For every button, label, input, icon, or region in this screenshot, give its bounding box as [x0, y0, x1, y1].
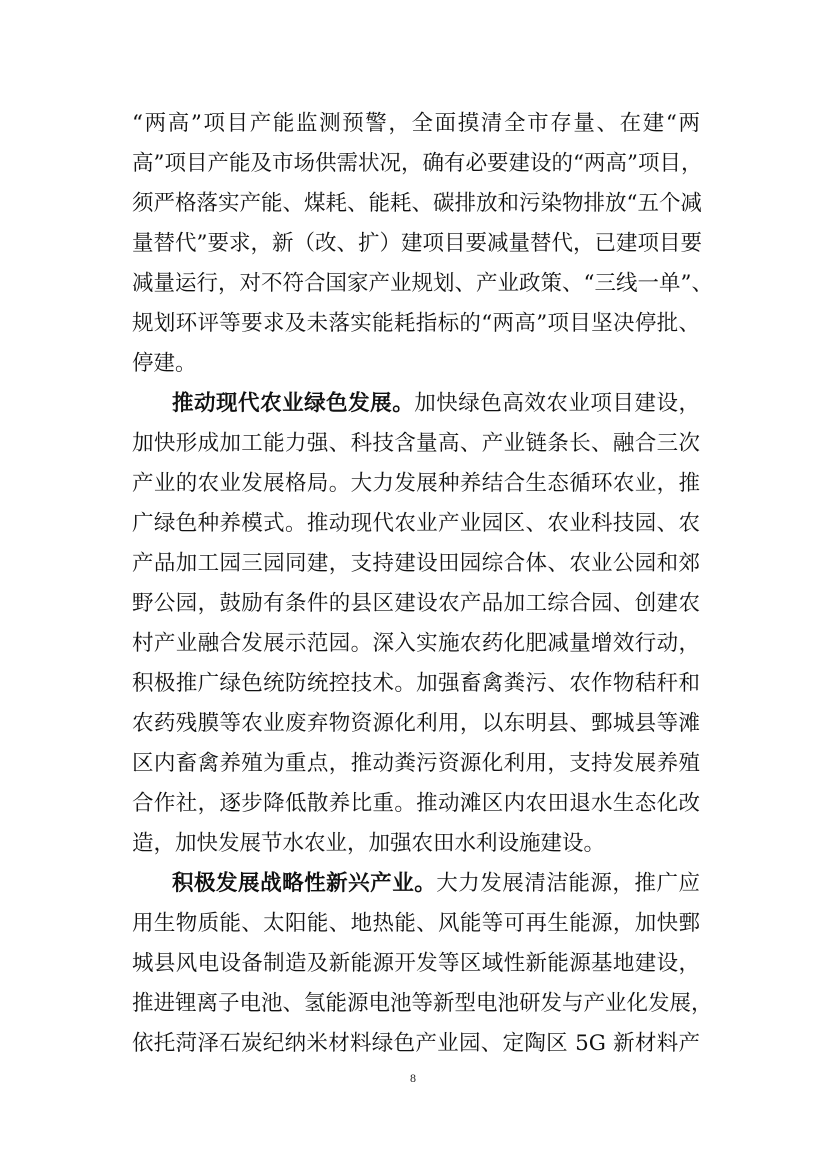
document-body	[132, 104, 713, 1064]
page-number: 8	[410, 1071, 416, 1085]
text-line: 合作社，逐步降低散养比重。推动滩区内农田退水生态化改	[132, 791, 700, 816]
text-line: 推进锂离子电池、氢能源电池等新型电池研发与产业化发展，	[132, 991, 713, 1016]
text-run: 加快绿色高效农业项目建设，	[414, 391, 700, 416]
text-line: 用生物质能、太阳能、地热能、风能等可再生能源，加快鄄	[132, 911, 700, 936]
text-line: 规划环评等要求及未落实能耗指标的“两高”项目坚决停批、	[132, 311, 700, 336]
text-run: 大力发展清洁能源，推广应	[436, 871, 700, 896]
text-line: 加快形成加工能力强、科技含量高、产业链条长、融合三次	[132, 431, 700, 456]
text-line	[132, 864, 700, 904]
paragraph-emerging-industries	[132, 864, 713, 1064]
text-line: “两高”项目产能监测预警，全面摸清全市存量、在建“两	[132, 111, 700, 136]
text-line: 停建。	[132, 351, 197, 376]
text-line: 野公园，鼓励有条件的县区建设农产品加工综合园、创建农	[132, 591, 700, 616]
paragraph-heading: 积极发展战略性新兴产业。	[172, 871, 437, 896]
text-line: 高”项目产能及市场供需状况，确有必要建设的“两高”项目，	[132, 151, 703, 176]
paragraph-two-high-projects	[132, 104, 713, 384]
text-line: 广绿色种养模式。推动现代农业产业园区、农业科技园、农	[132, 511, 700, 536]
text-line: 减量运行，对不符合国家产业规划、产业政策、“三线一单”、	[132, 271, 713, 296]
text-line: 依托菏泽石炭纪纳米材料绿色产业园、定陶区 5G 新材料产	[132, 1031, 700, 1056]
text-line: 区内畜禽养殖为重点，推动粪污资源化利用，支持发展养殖	[132, 751, 700, 776]
text-line: 产业的农业发展格局。大力发展种养结合生态循环农业，推	[132, 471, 700, 496]
text-line: 造，加快发展节水农业，加强农田水利设施建设。	[132, 831, 606, 856]
text-line: 村产业融合发展示范园。深入实施农药化肥减量增效行动，	[132, 631, 700, 656]
paragraph-green-agriculture	[132, 384, 700, 864]
paragraph-heading: 推动现代农业绿色发展。	[172, 391, 415, 416]
text-line: 农药残膜等农业废弃物资源化利用，以东明县、鄄城县等滩	[132, 711, 700, 736]
text-line: 须严格落实产能、煤耗、能耗、碳排放和污染物排放“五个减	[132, 191, 702, 216]
text-line: 积极推广绿色统防统控技术。加强畜禽粪污、农作物秸秆和	[132, 671, 700, 696]
text-line: 量替代”要求，新（改、扩）建项目要减量替代，已建项目要	[132, 231, 702, 256]
text-line: 城县风电设备制造及新能源开发等区域性新能源基地建设，	[132, 951, 700, 976]
text-line: 产品加工园三园同建，支持建设田园综合体、农业公园和郊	[132, 551, 700, 576]
text-line	[132, 384, 700, 424]
